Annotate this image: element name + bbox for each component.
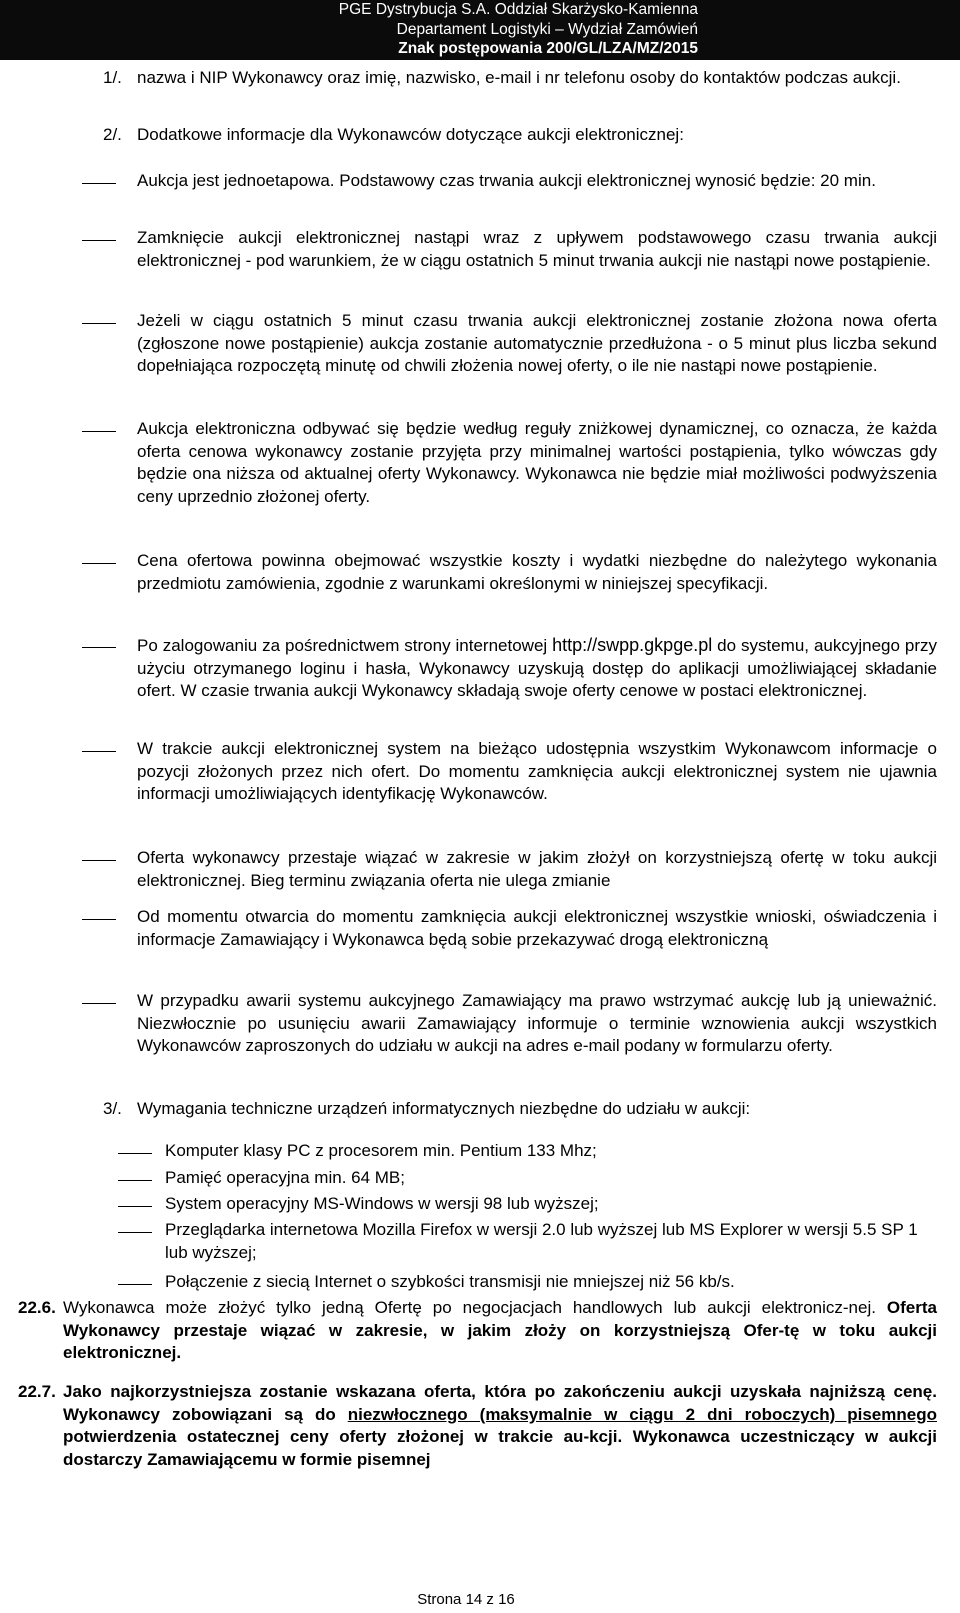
bullet-dash — [82, 860, 116, 861]
bullet-dash — [82, 563, 116, 564]
requirement-browser: Przeglądarka internetowa Mozilla Firefox w wersji 2.0 lub wyższej lub MS Explorer w wersji 5.5 SP 1 lub wyższej; — [165, 1220, 918, 1262]
section-22-7-part-b: potwierdzenia ostatecznej ceny oferty złożonej w trakcie au-kcji. Wykonawca uczestniczący w aukcji dostarczy Zamawiającemu w formie pisemnej — [63, 1427, 937, 1470]
bullet-closing: Zamknięcie aukcji elektronicznej nastąpi wraz z upływem podstawowego czasu trwania aukcji elektronicznej - pod warunkiem, że w ciągu ostatnich 5 minut trwania aukcji nie nastąpi nowe postąpienie. — [137, 228, 937, 270]
section-22-6-normal: Wykonawca może złożyć tylko jedną Ofertę po negocjacjach handlowych lub aukcji elektronicz-nej. — [63, 1298, 887, 1317]
section-22-6-text — [63, 1297, 937, 1365]
login-text-before: Po zalogowaniu za pośrednictwem strony internetowej — [137, 636, 553, 655]
section-22-6-bold: Oferta Wykonawcy przestaje wiązać w zakresie, w jakim złoży on korzystniejszą Ofer-tę w toku aukcji elektronicznej. — [63, 1298, 937, 1363]
section-22-7-text — [63, 1381, 937, 1472]
section-22-7-part-a: Jako najkorzystniejsza zostanie wskazana oferta, która po zakończeniu aukcji uzyskała najniższą cenę. Wykonawcy zobowiązani są do — [63, 1382, 937, 1424]
bullet-dash — [118, 1232, 152, 1233]
bullet-dash — [82, 240, 116, 241]
bullet-reverse-rule: Aukcja elektroniczna odbywać się będzie według reguły zniżkowej dynamicznej, co oznacza, że każda oferta cenowa wykonawcy zostanie przyjęta przy minimalnej wartości postąpienia, tylko wówczas gdy będzie ona niższa od aktualnej oferty Wykonawcy. Wykonawca nie będzie miał możliwości podwyższenia ceny uprzednio złożonej oferty. — [137, 419, 937, 507]
bullet-binding: Oferta wykonawcy przestaje wiązać w zakresie w jakim złożył on korzystniejszą ofertę w toku aukcji elektronicznej. Bieg terminu związania oferta nie ulega zmianie — [137, 848, 937, 890]
section-3-number: 3/. — [103, 1099, 122, 1118]
bullet-visibility: W trakcie aukcji elektronicznej system na bieżąco udostępnia wszystkim Wykonawcom informacje o pozycji złożonych przez nich ofert. Do momentu zamknięcia aukcji elektronicznej system nie ujawnia informacji umożliwiających identyfikację Wykonawców. — [137, 739, 937, 804]
requirement-computer: Komputer klasy PC z procesorem min. Pentium 133 Mhz; — [165, 1141, 597, 1160]
header-case-number: Znak postępowania 200/GL/LZA/MZ/2015 — [398, 40, 698, 57]
bullet-dash — [82, 919, 116, 920]
section-22-6-number: 22.6. — [18, 1298, 56, 1317]
bullet-extension: Jeżeli w ciągu ostatnich 5 minut czasu trwania aukcji elektronicznej zostanie złożona nowa oferta (zgłoszone nowe postąpienie) aukcja zostanie automatycznie przedłużona - o 5 minut plus liczba sekund dopełniająca rozpoczętą minutę od chwili złożenia nowej oferty, o ile nie nastąpi nowe postąpienie. — [137, 311, 937, 376]
section-2-heading: Dodatkowe informacje dla Wykonawców dotyczące aukcji elektronicznej: — [137, 125, 684, 144]
bullet-dash — [82, 431, 116, 432]
header-company: PGE Dystrybucja S.A. Oddział Skarżysko-Kamienna — [338, 1, 698, 18]
bullet-dash — [82, 183, 116, 184]
section-22-7-underlined: niezwłocznego (maksymalnie w ciągu 2 dni roboczych) pisemnego — [347, 1404, 937, 1424]
login-text-after: do systemu, aukcyjnego przy użyciu otrzymanego loginu i hasła, Wykonawcy uzyskują dostęp do aplikacji umożliwiającej składanie ofert. W czasie trwania aukcji Wykonawcy składają swoje oferty cenowe w postaci elektronicznej. — [137, 636, 937, 701]
bullet-dash — [118, 1206, 152, 1207]
bullet-dash — [82, 1003, 116, 1004]
requirement-memory: Pamięć operacyjna min. 64 MB; — [165, 1168, 405, 1187]
section-2-number: 2/. — [103, 125, 122, 144]
bullet-dash — [82, 647, 116, 648]
bullet-price-scope: Cena ofertowa powinna obejmować wszystkie koszty i wydatki niezbędne do należytego wykonania przedmiotu zamówienia, zgodnie z warunkami określonymi w niniejszej specyfikacji. — [137, 551, 937, 593]
page-footer — [0, 1591, 960, 1608]
section-22-7-number: 22.7. — [18, 1382, 56, 1401]
bullet-communication: Od momentu otwarcia do momentu zamknięcia aukcji elektronicznej wszystkie wnioski, oświadczenia i informacje Zamawiający i Wykonawca będą sobie przekazywać drogą elektroniczną — [137, 907, 937, 949]
header-department: Departament Logistyki – Wydział Zamówień — [396, 21, 698, 38]
bullet-failure: W przypadku awarii systemu aukcyjnego Zamawiający ma prawo wstrzymać aukcję lub ją unieważnić. Niezwłocznie po usunięciu awarii Zamawiający informuje o terminie wznowienia aukcji wszystkich Wykonawców zaproszonych do udziału w aukcji na adres e-mail podany w formularzu oferty. — [137, 991, 937, 1056]
bullet-duration: Aukcja jest jednoetapowa. Podstawowy czas trwania aukcji elektronicznej wynosić będzie: 20 min. — [137, 171, 876, 190]
requirement-connection: Połączenie z siecią Internet o szybkości transmisji nie mniejszej niż 56 kb/s. — [165, 1272, 735, 1291]
bullet-dash — [118, 1153, 152, 1154]
document-header — [0, 0, 960, 60]
auction-url-link[interactable]: http://swpp.gkpge.pl — [552, 635, 713, 655]
section-3-heading: Wymagania techniczne urządzeń informatycznych niezbędne do udziału w aukcji: — [137, 1099, 751, 1118]
bullet-dash — [82, 751, 116, 752]
bullet-dash — [118, 1284, 152, 1285]
bullet-login — [137, 634, 937, 703]
bullet-dash — [82, 323, 116, 324]
bullet-dash — [118, 1180, 152, 1181]
section-1-number: 1/. — [103, 68, 122, 87]
section-1-text: nazwa i NIP Wykonawcy oraz imię, nazwisko, e-mail i nr telefonu osoby do kontaktów podczas aukcji. — [137, 68, 901, 87]
page-number: Strona 14 z 16 — [417, 1591, 515, 1608]
requirement-os: System operacyjny MS-Windows w wersji 98 lub wyższej; — [165, 1194, 599, 1213]
